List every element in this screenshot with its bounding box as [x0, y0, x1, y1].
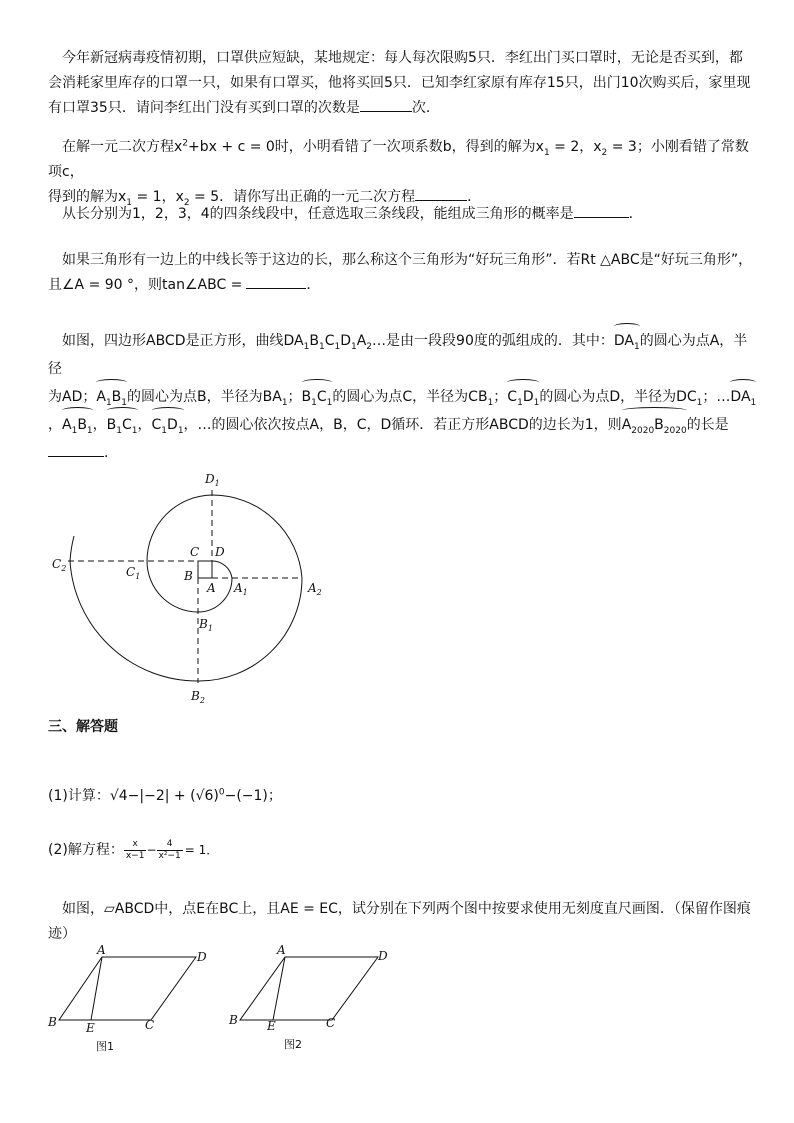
fraction-x-over-x-minus-1: $\frac{x}{x-1}$: [125, 838, 145, 861]
caption-fig2: 图2: [284, 1038, 302, 1051]
segment-ae-1: [91, 957, 102, 1020]
svg-text:A: A: [277, 943, 286, 957]
arc-c2-tail: [70, 536, 74, 561]
svg-text:C: C: [145, 1018, 155, 1032]
label-b1: $B_1$: [199, 617, 213, 633]
label-d1: $D_1$: [205, 472, 220, 488]
parallelogram-abcd-1: [59, 957, 196, 1020]
question-fun-triangle: 如果三角形有一边上的中线长等于这边的长，那么称这个三角形为“好玩三角形”．若Rt △ABC是“好玩三角形”， 且∠A = 90 °，则tan∠ABC = ．: [48, 252, 753, 293]
q1-line1: 今年新冠病毒疫情初期，口罩供应短缺，某地规定：每人每次限购5只．李红出门买口罩时，无论是否买到，都: [62, 50, 743, 66]
label-b2: $B_2$: [191, 689, 205, 705]
question-quadratic: 在解一元二次方程$x^2+bx + c = 0$时，小明看错了一次项系数b，得到的解为$x_1 = 2$，$x_2 = 3$；小刚看错了常数项c， 得到的解为$x_1 = 1$，$x_2 = 5$．请你写出正确的一元二次方程 ．: [48, 138, 749, 208]
question-calculation: (1)计算：$√4-|-2| + (√6)^0-(-1)$；: [48, 787, 282, 804]
arc-d-a1: [212, 561, 232, 578]
arc-symbol: $DA_1$: [614, 327, 640, 355]
arc-b2-c2: [70, 561, 198, 681]
arc-c1-d1: [147, 495, 212, 561]
svg-text:B: B: [48, 1015, 57, 1029]
figure-1: [47, 943, 207, 1053]
svg-text:B: B: [229, 1013, 238, 1027]
question-mask-purchase: 今年新冠病毒疫情初期，口罩供应短缺，某地规定：每人每次限购5只．李红出门买口罩时，无论是否买到，都 会消耗家里库存的口罩一只，如果有口罩买，他将买回5只．已知李红家原有库存15只，出门10次购买后，家里现 有口罩35只．请问李红出门没有买到口罩的次数是 次．: [48, 50, 751, 116]
svg-text:A: A: [97, 943, 106, 957]
figure-2: [228, 943, 388, 1051]
caption-fig1: 图1: [96, 1040, 114, 1053]
label-a: A: [207, 581, 216, 595]
parallelogram-abcd-2: [240, 957, 378, 1020]
square-abcd: [198, 561, 212, 578]
label-d: D: [215, 545, 225, 559]
svg-text:D: D: [197, 950, 207, 964]
question-probability: 从长分别为1，2，3，4的四条线段中，任意选取三条线段，能组成三角形的概率是 ．: [48, 202, 760, 227]
q1-line3: 有口罩35只．请问李红出门没有买到口罩的次数是: [48, 100, 360, 116]
q1-line2: 会消耗家里库存的口罩一只，如果有口罩买，他将买回5只．已知李红家原有库存15只，出门10次购买后，家里现: [48, 75, 751, 91]
fraction-4-over-x2-minus-1: $\frac{4}{\text{x²−1}}$: [158, 838, 181, 861]
label-b: B: [184, 569, 193, 583]
label-c: C: [190, 545, 200, 559]
parallelogram-figures: [0, 940, 794, 1060]
svg-text:D: D: [378, 949, 388, 963]
dashed-radii: [68, 490, 302, 683]
segment-ae-2: [273, 957, 285, 1020]
svg-text:E: E: [86, 1021, 95, 1035]
svg-text:C: C: [326, 1016, 336, 1030]
question-fraction-equation: (2)解方程： $\frac{x}{x-1}$ − $\frac{4}{\text{x²−1}}$ = 1．: [48, 838, 219, 861]
label-c2: $C_2$: [52, 557, 67, 573]
svg-text:E: E: [267, 1019, 276, 1033]
label-a2: $A_2$: [308, 581, 322, 597]
label-a1: $A_1$: [234, 581, 248, 597]
section-heading: 三、解答题: [48, 719, 118, 735]
label-c1: $C_1$: [126, 565, 141, 581]
question-parallelogram: 如图，▱ABCD中，点E在BC上，且AE = EC，试分别在下列两个图中按要求使用无刻度直尺画图．（保留作图痕 迹）: [48, 901, 751, 942]
question-spiral-arc: 如图，四边形ABCD是正方形，曲线$DA_1B_1C_1D_1A_2\dots$是由一段段90度的弧组成的．其中：$DA_1$的圆心为点A，半径 为AD；$A_1B_1$的圆心为点B，半径为$BA_1$；$B_1C_1$的圆心为点C，半径为$CB_1$；$C_1D_1$的圆心为点D，半径为$DC_1$；$\dots DA_1$ ，$A_1B_1$，$B_1C_1$，$C_1D_1$，…的圆心依次按点A，B，C，D循环．若正方形ABCD的边长为1，则$A_{2020}B_{2020}$的长是 ．: [48, 327, 760, 467]
